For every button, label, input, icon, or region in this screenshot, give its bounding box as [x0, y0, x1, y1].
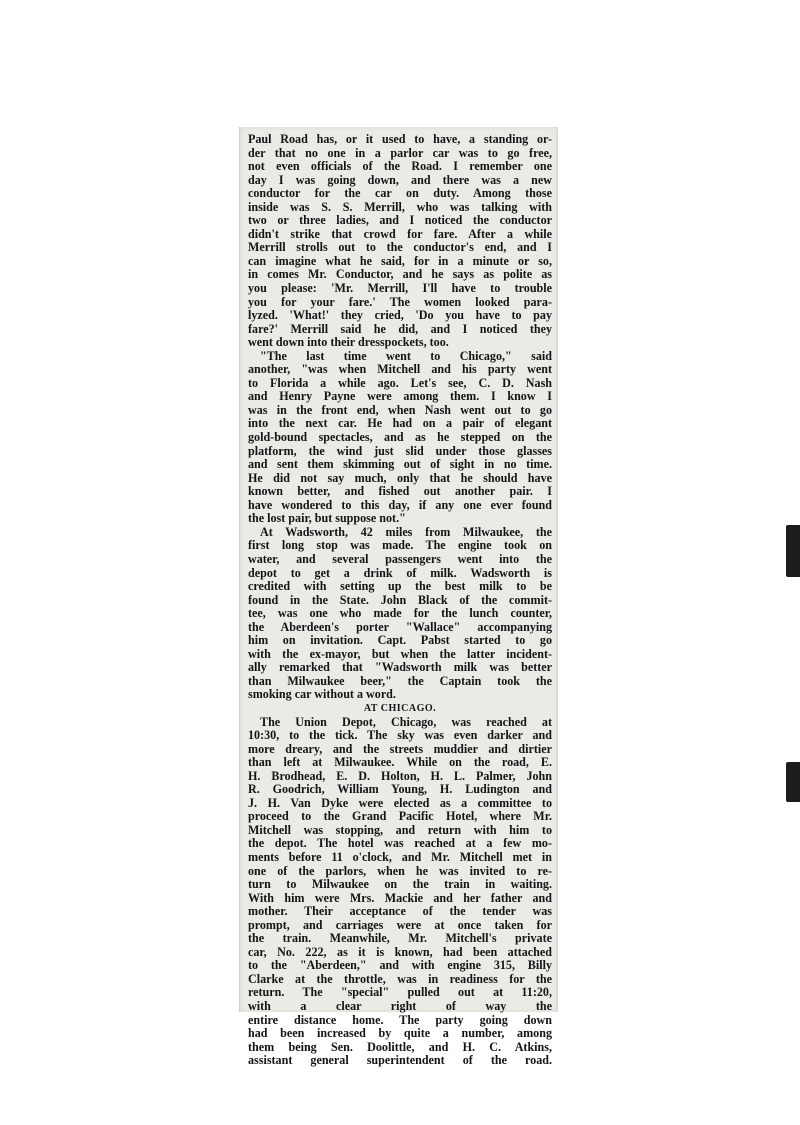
article-line: assistant general superintendent of the road. — [248, 1053, 552, 1068]
article-line: in comes Mr. Conductor, and he says as polite as — [248, 267, 552, 282]
article-line: with the ex-mayor, but when the latter incident- — [248, 646, 552, 661]
section-heading: AT CHICAGO. — [363, 702, 437, 714]
article-line: mother. Their acceptance of the tender was — [248, 904, 552, 919]
article-line: to the "Aberdeen," and with engine 315, Billy — [248, 958, 552, 973]
article-line: R. Goodrich, William Young, H. Ludington and — [248, 782, 552, 797]
article-line: conductor for the car on duty. Among those — [248, 186, 552, 201]
article-line: more dreary, and the streets muddier and dirtier — [248, 741, 552, 756]
article-line: With him were Mrs. Mackie and her father and — [248, 890, 552, 905]
article-line: the depot. The hotel was reached at a few mo- — [248, 836, 552, 851]
article-line: and sent them skimming out of sight in no time. — [248, 457, 552, 472]
article-line: car, No. 222, as it is known, had been attached — [248, 944, 552, 959]
article-line: with a clear right of way the — [248, 999, 552, 1013]
article-line: another, "was when Mitchell and his party went — [248, 362, 552, 377]
article-line: Clarke at the throttle, was in readiness for the — [248, 971, 552, 986]
article-line: The Union Depot, Chicago, was reached at — [260, 714, 552, 729]
article-line: the lost pair, but suppose not." — [248, 511, 406, 526]
article-line: H. Brodhead, E. D. Holton, H. L. Palmer, John — [248, 768, 552, 783]
article-line: entire distance home. The party going down — [248, 1012, 552, 1027]
article-line: return. The "special" pulled out at 11:20, — [248, 985, 552, 1000]
article-line: At Wadsworth, 42 miles from Milwaukee, the — [260, 524, 552, 539]
article-line: der that no one in a parlor car was to go free, — [248, 145, 552, 160]
article-line: have wondered to this day, if any one ever found — [248, 497, 552, 512]
article-line: inside was S. S. Merrill, who was talking with — [248, 199, 552, 214]
article-line: credited with setting up the best milk to be — [248, 579, 552, 594]
article-line: depot to get a drink of milk. Wadsworth is — [248, 565, 552, 580]
article-line: smoking car without a word. — [248, 687, 396, 702]
article-line: "The last time went to Chicago," said — [260, 348, 552, 363]
article-line: platform, the wind just slid under those glasses — [248, 443, 552, 458]
article-line: lyzed. 'What!' they cried, 'Do you have to pay — [248, 308, 552, 323]
article-line: turn to Milwaukee on the train in waiting. — [248, 877, 552, 892]
article-line: to Florida a while ago. Let's see, C. D. Nash — [248, 375, 552, 390]
article-line: one of the parlors, when he was invited to re- — [248, 863, 552, 878]
article-line: prompt, and carriages were at once taken for — [248, 917, 552, 932]
article-line: went down into their dresspockets, too. — [248, 335, 449, 350]
page-edge-mark-top — [786, 525, 800, 577]
article-line: the train. Meanwhile, Mr. Mitchell's private — [248, 931, 552, 946]
article-line: than left at Milwaukee. While on the road, E. — [248, 755, 552, 770]
article-line: ally remarked that "Wadsworth milk was better — [248, 660, 552, 675]
article-line: fare?' Merrill said he did, and I noticed they — [248, 321, 552, 336]
article-line: them being Sen. Doolittle, and H. C. Atkins, — [248, 1039, 552, 1054]
article-line: known better, and fished out another pair. I — [248, 484, 552, 499]
article-line: He did not say much, only that he should have — [248, 470, 552, 485]
article-line: two or three ladies, and I noticed the conductor — [248, 213, 552, 228]
article-line: him on invitation. Capt. Pabst started to go — [248, 633, 552, 648]
article-line: and Henry Payne were among them. I know I — [248, 389, 552, 404]
article-line: didn't strike that crowd for fare. After a while — [248, 226, 552, 241]
article-line: than Milwaukee beer," the Captain took the — [248, 673, 552, 688]
article-line: Paul Road has, or it used to have, a standing or- — [248, 132, 552, 146]
article-line: had been increased by quite a number, among — [248, 1026, 552, 1041]
article-line: Merrill strolls out to the conductor's end, and I — [248, 240, 552, 255]
article-line: not even officials of the Road. I remember one — [248, 159, 552, 174]
article-text — [248, 133, 552, 1068]
article-line: into the next car. He had on a pair of elegant — [248, 416, 552, 431]
article-line: gold-bound spectacles, and as he stepped on the — [248, 430, 552, 445]
article-line: can imagine what he said, for in a minute or so, — [248, 253, 552, 268]
article-line: J. H. Van Dyke were elected as a committee to — [248, 795, 552, 810]
article-line: first long stop was made. The engine took on — [248, 538, 552, 553]
article-line: you please: 'Mr. Merrill, I'll have to trouble — [248, 281, 552, 296]
article-line: the Aberdeen's porter "Wallace" accompanying — [248, 619, 552, 634]
article-line: proceed to the Grand Pacific Hotel, where Mr. — [248, 809, 552, 824]
newspaper-clipping — [239, 127, 558, 1068]
article-line: day I was going down, and there was a new — [248, 172, 552, 187]
article-line: was in the front end, when Nash went out to go — [248, 402, 552, 417]
article-line: water, and several passengers went into the — [248, 551, 552, 566]
article-line: found in the State. John Black of the commit- — [248, 592, 552, 607]
article-line: Mitchell was stopping, and return with him to — [248, 822, 552, 837]
article-line: 10:30, to the tick. The sky was even darker and — [248, 728, 552, 743]
article-line: you for your fare.' The women looked para- — [248, 294, 552, 309]
article-line: tee, was one who made for the lunch counter, — [248, 606, 552, 621]
article-line: ments before 11 o'clock, and Mr. Mitchell met in — [248, 849, 552, 864]
page-edge-mark-bottom — [786, 762, 800, 802]
